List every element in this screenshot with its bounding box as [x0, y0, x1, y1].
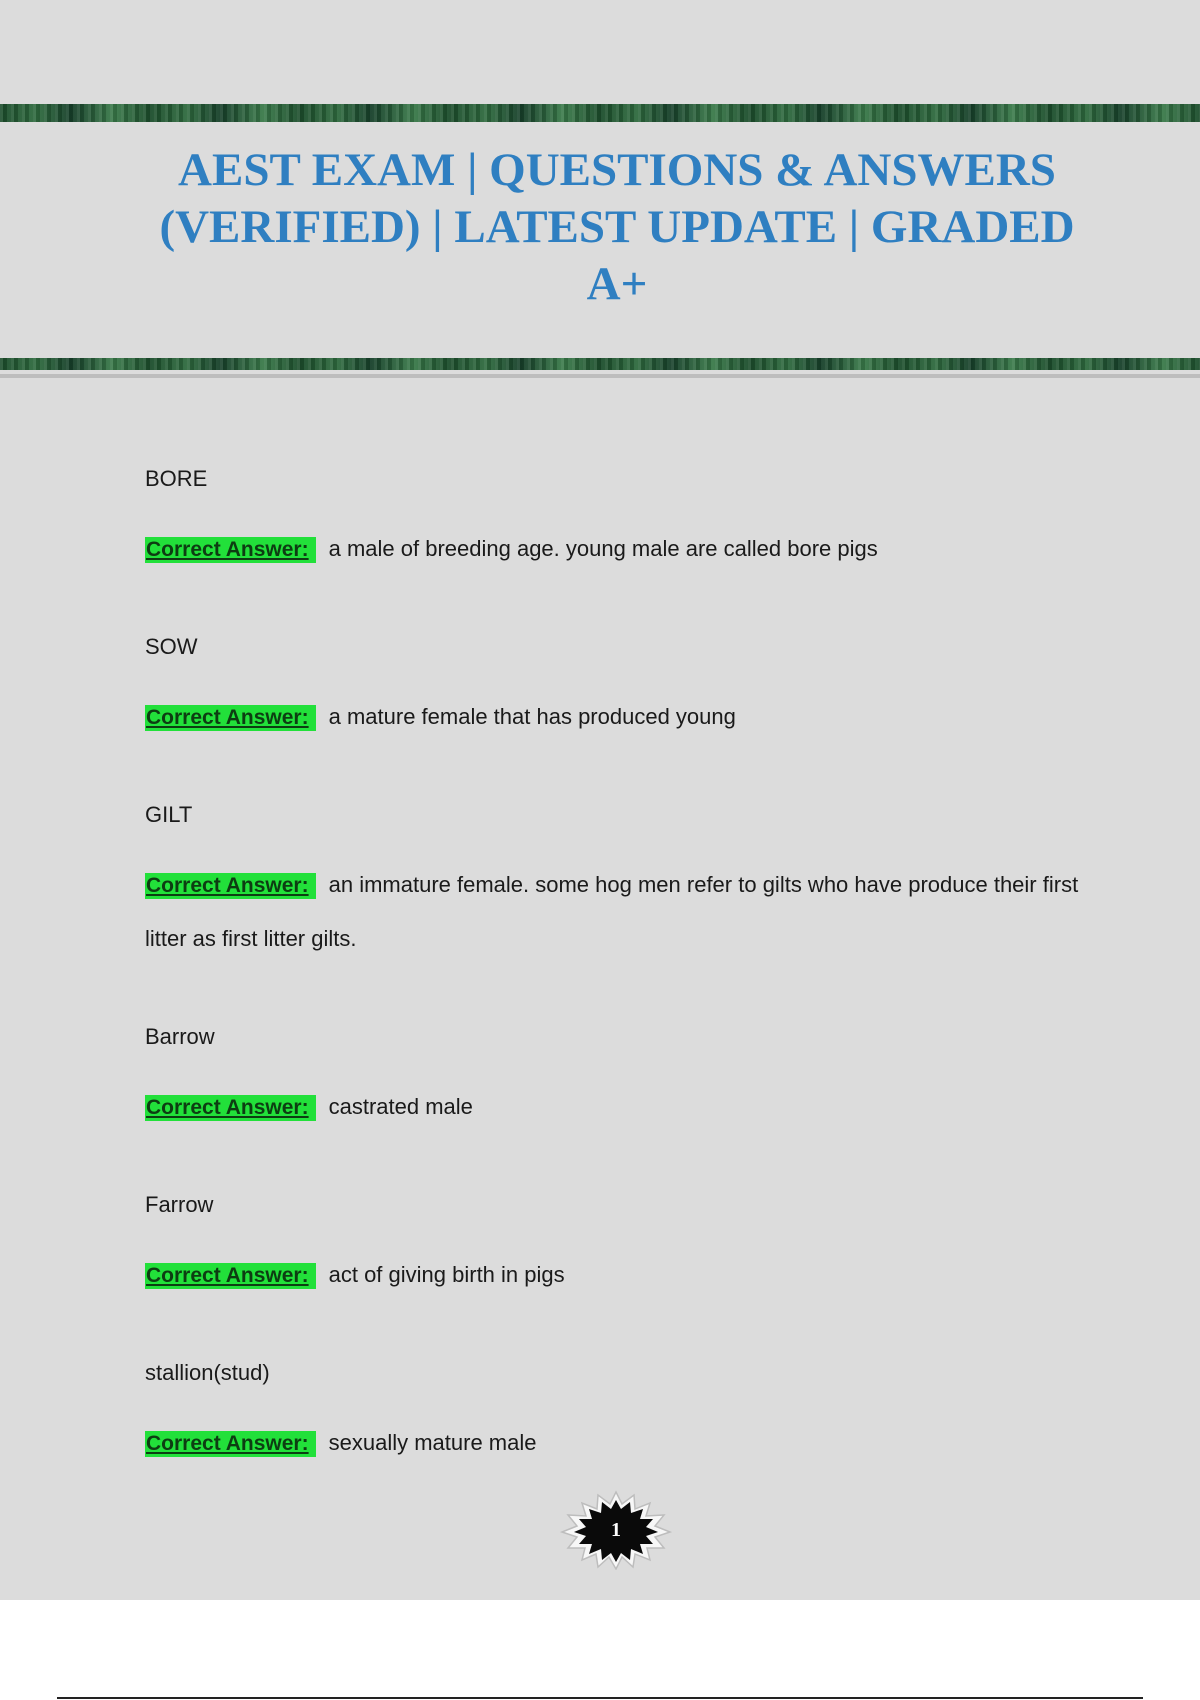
answer-row: [145, 1248, 1085, 1302]
question-term: stallion(stud): [145, 1360, 270, 1385]
question-term: SOW: [145, 634, 198, 659]
correct-answer-label: Correct Answer:: [145, 1431, 316, 1457]
correct-answer-label: Correct Answer:: [145, 537, 316, 563]
answer-text: sexually mature male: [328, 1430, 537, 1455]
correct-answer-label: Correct Answer:: [145, 873, 316, 899]
answer-row: [145, 858, 1085, 966]
answer-text: castrated male: [328, 1094, 473, 1119]
answer-row: [145, 522, 1085, 576]
header-divider-line: [0, 374, 1200, 378]
answer-row: [145, 1416, 1085, 1470]
question-term: Barrow: [145, 1024, 215, 1049]
qa-item: [145, 465, 1085, 633]
qa-item: [145, 801, 1085, 1023]
document-title: AEST EXAM | QUESTIONS & ANSWERS (VERIFIED) | LATEST UPDATE | GRADED A+: [159, 144, 1075, 310]
correct-answer-label: Correct Answer:: [145, 1095, 316, 1121]
correct-answer-label: Correct Answer:: [145, 705, 316, 731]
page-number-seal: [560, 1490, 672, 1570]
qa-item: [145, 633, 1085, 801]
answer-text: an immature female. some hog men refer to gilts who have produce their first litter as first litter gilts.: [145, 872, 1079, 951]
answer-row: [145, 690, 1085, 744]
question-term: BORE: [145, 466, 208, 491]
page-number: 1: [611, 1519, 621, 1541]
answer-text: a mature female that has produced young: [328, 704, 736, 729]
correct-answer-label: Correct Answer:: [145, 1263, 316, 1289]
answer-text: act of giving birth in pigs: [328, 1262, 565, 1287]
qa-item: [145, 1191, 1085, 1359]
question-term: GILT: [145, 802, 193, 827]
header-decorative-band-top: [0, 104, 1200, 122]
header-decorative-band-bottom: [0, 358, 1200, 370]
question-term: Farrow: [145, 1192, 214, 1217]
answer-row: [145, 1080, 1085, 1134]
qa-item: [145, 1023, 1085, 1191]
qa-list: [145, 465, 1085, 1527]
answer-text: a male of breeding age. young male are called bore pigs: [328, 536, 878, 561]
footer-rule: [57, 1697, 1143, 1699]
